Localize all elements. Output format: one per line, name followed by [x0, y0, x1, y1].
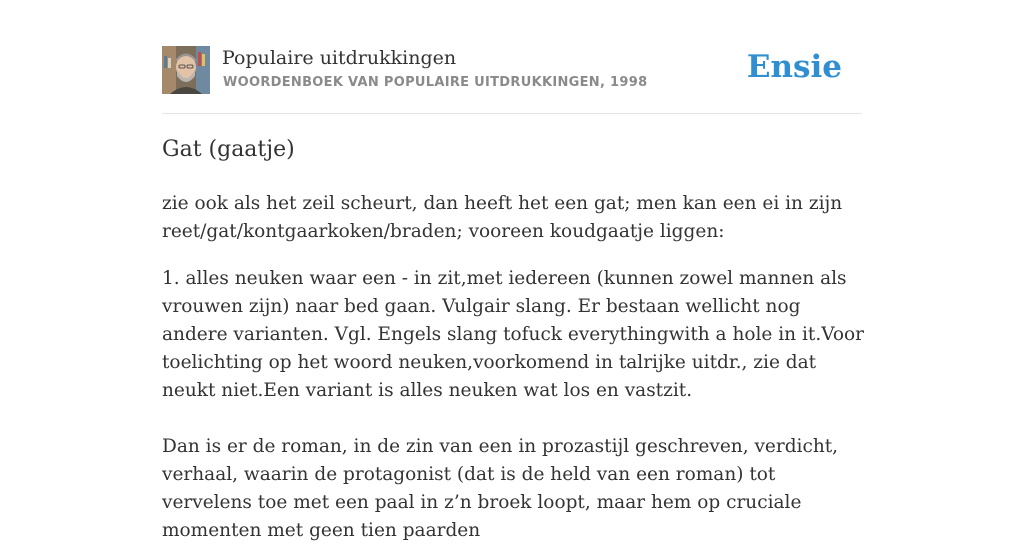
entry-title: Gat (gaatje) — [162, 137, 295, 162]
ensie-logo[interactable]: Ensie — [746, 49, 842, 85]
author-portrait-image — [162, 46, 210, 94]
header-divider — [162, 113, 862, 114]
author-avatar[interactable] — [162, 46, 210, 94]
entry-paragraph: 1. alles neuken waar een - in zit,met iedereen (kunnen zowel mannen als vrouwen zijn) naar bed gaan. Vulgair slang. Er bestaan wellicht nog andere varianten. Vgl. Engels slang tofuck everythingwith a hole in it.Voor toelichting op het woord neuken,voorkomend in talrijke uitdr., zie dat neukt niet.Een variant is alles neuken wat los en vastzit. — [162, 268, 864, 401]
source-title[interactable]: Populaire uitdrukkingen — [222, 47, 457, 69]
source-header — [162, 46, 862, 96]
entry-paragraph: zie ook als het zeil scheurt, dan heeft het een gat; men kan een ei in zijn reet/gat/kontgaarkoken/braden; vooreen koudgaatje liggen: — [162, 193, 843, 242]
entry-paragraph: Dan is er de roman, in de zin van een in prozastijl geschreven, verdicht, verhaal, waarin de protagonist (dat is de held van een roman) tot vervelens toe met een paal in z’n broek loopt, maar hem op cruciale momenten met geen tien paarden — [162, 436, 839, 541]
source-subtitle: WOORDENBOEK VAN POPULAIRE UITDRUKKINGEN, 1998 — [223, 75, 648, 90]
